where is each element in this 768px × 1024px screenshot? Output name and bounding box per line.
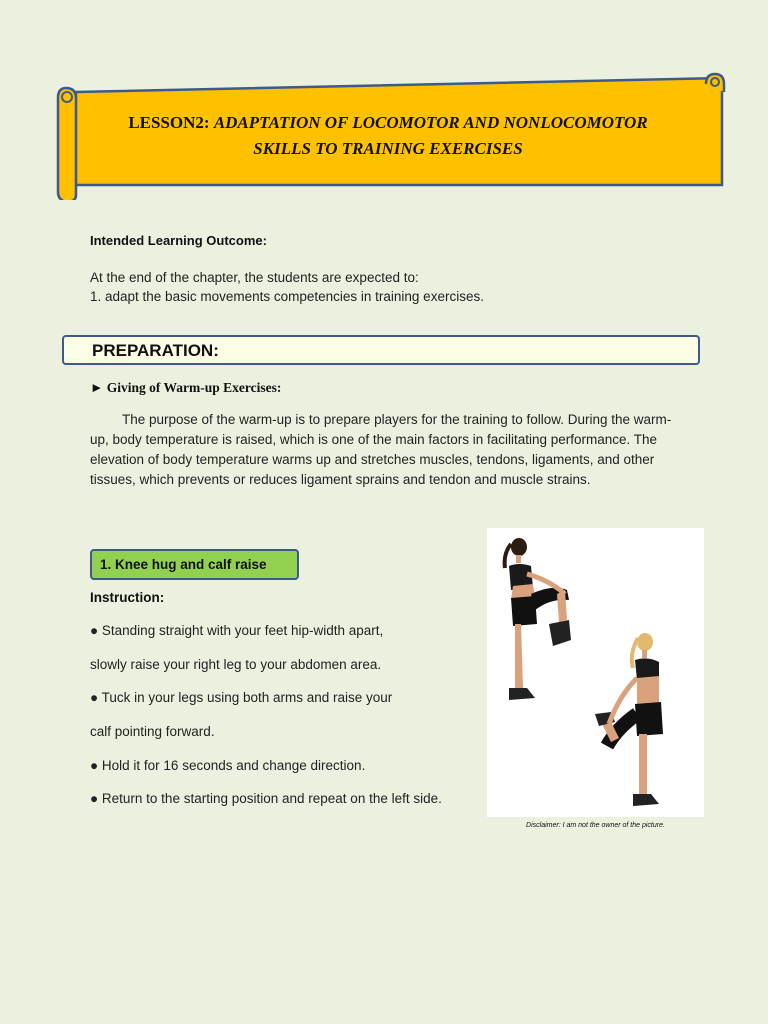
lesson-label: LESSON2: — [128, 113, 210, 132]
exercise-label-box — [90, 549, 299, 580]
outcome-intro: At the end of the chapter, the students are expected to: — [90, 270, 419, 285]
preparation-heading: PREPARATION: — [92, 341, 219, 360]
outcome-item: 1. adapt the basic movements competencies in training exercises. — [90, 289, 484, 304]
warmup-subheading: ► Giving of Warm-up Exercises: — [90, 380, 282, 395]
lesson-title — [78, 110, 698, 162]
exercise-photo — [487, 528, 704, 817]
outcome-heading: Intended Learning Outcome: — [90, 233, 267, 248]
figure-knee-hug — [505, 538, 571, 700]
warmup-paragraph: The purpose of the warm-up is to prepare players for the training to follow. During the warm-up, body temperature is raised, which is one of the main factors in facilitating performance. The elevation of body temperature warms up and stretches muscles, tendons, ligaments, and other tissues, which prevents or reduces ligament sprains and tendon and muscle strains. — [90, 412, 672, 487]
figure-quad-stretch — [595, 633, 663, 806]
instruction-line: calf pointing forward. — [90, 724, 215, 739]
instruction-line: ● Standing straight with your feet hip-width apart, — [90, 623, 384, 638]
photo-disclaimer: Disclaimer: I am not the owner of the picture. — [526, 822, 665, 829]
instruction-line: ● Tuck in your legs using both arms and raise your — [90, 690, 393, 705]
instruction-line: slowly raise your right leg to your abdomen area. — [90, 657, 382, 672]
lesson-title-line1: ADAPTATION OF LOCOMOTOR AND NONLOCOMOTOR — [213, 113, 648, 132]
outcome-body — [90, 268, 484, 306]
instruction-line: ● Hold it for 16 seconds and change direction. — [90, 758, 366, 773]
stretching-figures-illustration — [487, 528, 704, 817]
instruction-line: ● Return to the starting position and repeat on the left side. — [90, 791, 442, 806]
instruction-heading: Instruction: — [90, 590, 165, 605]
lesson-title-line2: SKILLS TO TRAINING EXERCISES — [253, 139, 523, 158]
exercise-label: 1. Knee hug and calf raise — [100, 557, 267, 572]
preparation-heading-box — [62, 335, 700, 365]
